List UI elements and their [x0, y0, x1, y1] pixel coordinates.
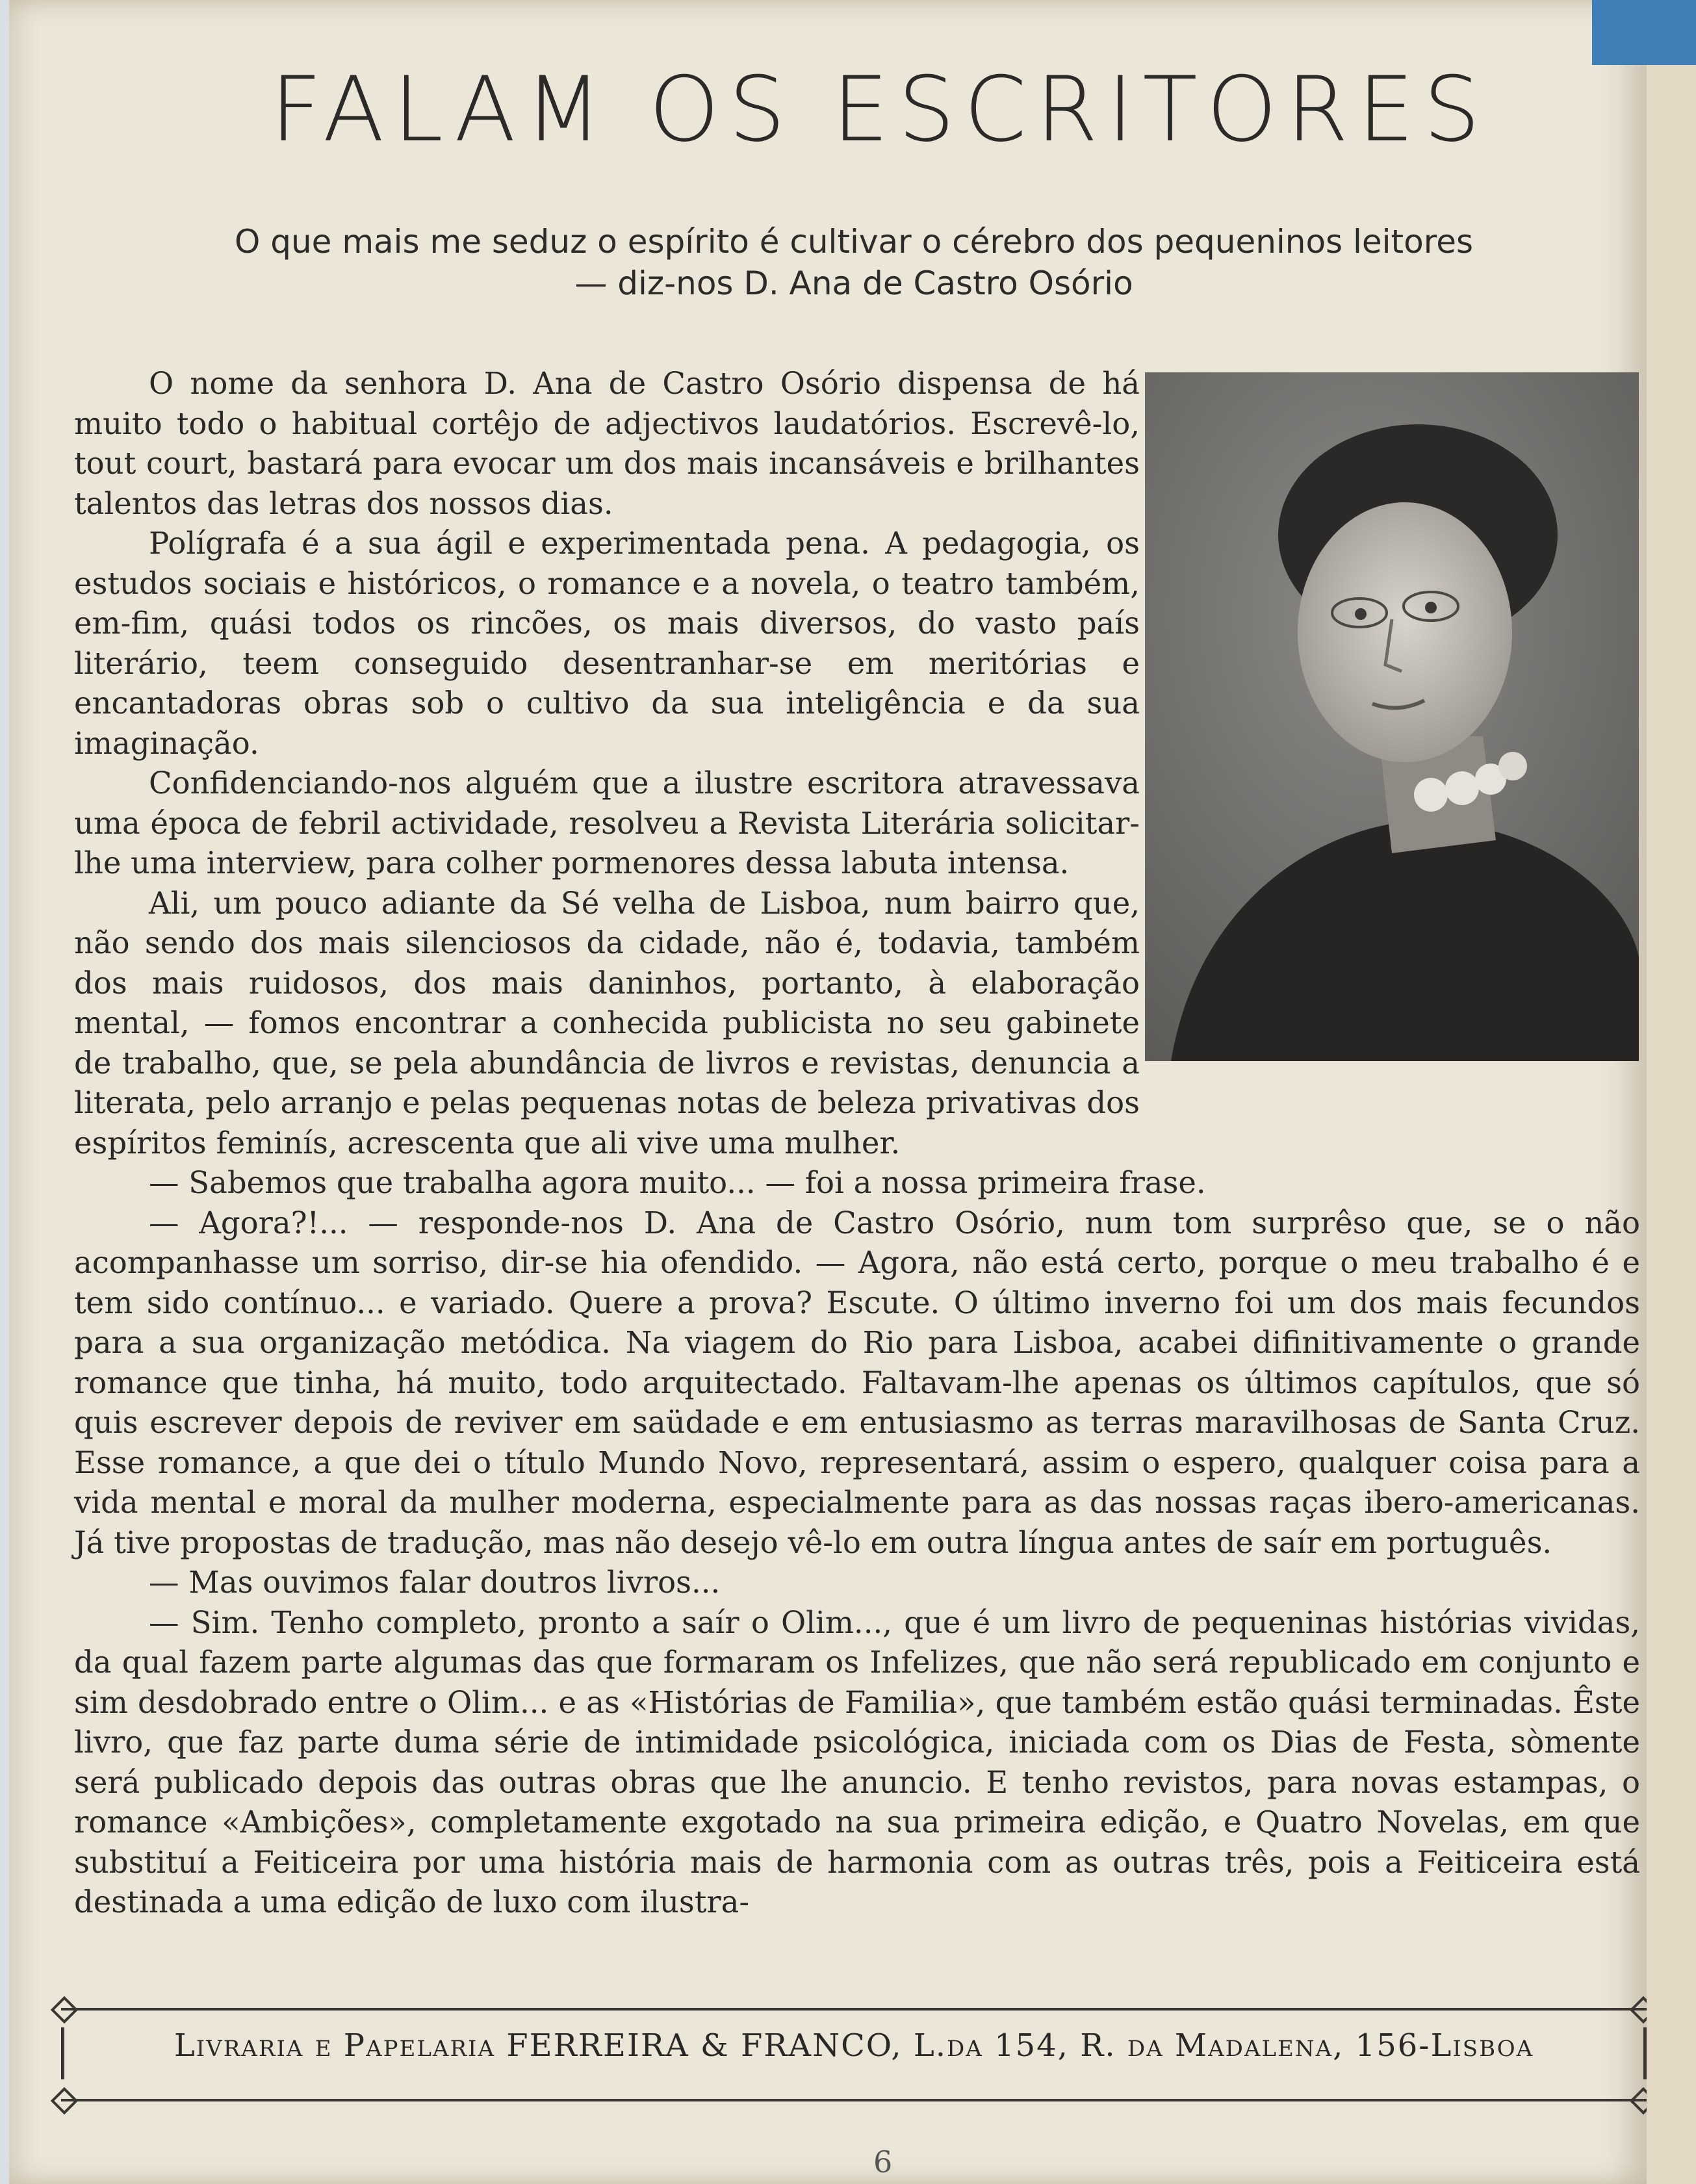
page-subtitle	[139, 221, 1569, 304]
publisher-imprint: Livraria e Papelaria FERREIRA & FRANCO, L.da 154, R. da Madalena, 156-Lisboa	[173, 2027, 1534, 2064]
subtitle-line-2: — diz-nos D. Ana de Castro Osório	[574, 264, 1133, 302]
photo-spacer	[1159, 364, 1640, 1134]
paragraph: O nome da senhora D. Ana de Castro Osório dispensa de há muito todo o habitual cortêjo de adjectivos laudatórios. Escrevê-lo, tout court, bastará para evocar um dos mais incansáveis e brilhantes talentos das letras dos nossos dias.	[74, 366, 1140, 521]
page-number: 6	[873, 2144, 893, 2179]
subtitle-line-1: O que mais me seduz o espírito é cultivar o cérebro dos pequeninos leitores	[234, 223, 1474, 261]
ornament-icon	[51, 1996, 78, 2023]
dialogue-line: — Agora?!... — responde-nos D. Ana de Castro Osório, num tom surprêso que, se o não acompanhasse um sorriso, dir-se hia ofendido. — Agora, não está certo, porque o meu trabalho é e tem sido contínuo... e variado. Quere a prova? Escute. O último inverno foi um dos mais fecundos para a sua organização metódica. Na viagem do Rio para Lisboa, acabei difinitivamente o grande romance que tinha, há muito, todo arquitectado. Faltavam-lhe apenas os últimos capítulos, que só quis escrever depois de reviver em saüdade e em entusiasmo as terras maravilhosas de Santa Cruz. Esse romance, a que dei o título Mundo Novo, representará, assim o espero, qualquer coisa para a vida mental e moral da mulher moderna, especialmente para as das nossas raças ibero-americanas. Já tive propostas de tradução, mas não desejo vê-lo em outra língua antes de saír em português.	[74, 1205, 1640, 1560]
adjacent-page-edge	[1647, 39, 1696, 2184]
page-title: FALAM OS ESCRITORES	[270, 57, 1489, 162]
dialogue-line: — Sim. Tenho completo, pronto a saír o Olim..., que é um livro de pequeninas histórias vividas, da qual fazem parte algumas das que formaram os Infelizes, que não será republicado em conjunto e sim desdobrado entre o Olim... e as «Histórias de Familia», que também estão quási terminadas. Êste livro, que faz parte duma série de intimidade psicológica, iniciada com os Dias de Festa, sòmente será publicado depois das outras obras que lhe anuncio. E tenho revistos, para novas estampas, o romance «Ambições», completamente exgotado na sua primeira edição, e Quatro Novelas, em que substituí a Feiticeira por uma história mais de harmonia com as outras três, pois a Feiticeira está destinada a uma edição de luxo com ilustra-	[74, 1604, 1640, 1920]
dialogue-line: — Mas ouvimos falar doutros livros...	[149, 1565, 721, 1600]
footer-bottom-rule	[61, 2099, 1647, 2101]
background-tab	[1592, 0, 1696, 65]
footer-top-rule	[61, 2008, 1647, 2011]
article-body	[74, 364, 1640, 1923]
publisher-footer	[61, 2001, 1647, 2105]
paragraph: Ali, um pouco adiante da Sé velha de Lisboa, num bairro que, não sendo dos mais silenciosos da cidade, não é, todavia, também dos mais ruidosos, dos mais daninhos, portanto, à elaboração mental, — fomos encontrar a conhecida publicista no seu gabinete de trabalho, que, se pela abundância de livros e revistas, denuncia a literata, pelo arranjo e pelas pequenas notas de beleza privativas dos espíritos feminís, acrescenta que ali vive uma mulher.	[74, 885, 1140, 1161]
paragraph: Polígrafa é a sua ágil e experimentada pena. A pedagogia, os estudos sociais e históricos, o romance e a novela, o teatro também, em-fim, quási todos os rincões, os mais diversos, do vasto país literário, teem conseguido desentranhar-se em meritórias e encantadoras obras sob o cultivo da sua inteligência e da sua imaginação.	[74, 526, 1140, 761]
ornament-icon	[1630, 2087, 1647, 2114]
ornament-icon	[51, 2087, 78, 2114]
paragraph: Confidenciando-nos alguém que a ilustre escritora atravessava uma época de febril actividade, resolveu a Revista Literária solicitar-lhe uma interview, para colher pormenores dessa labuta intensa.	[74, 765, 1140, 880]
dialogue-line: — Sabemos que trabalha agora muito... — foi a nossa primeira frase.	[149, 1165, 1206, 1200]
ornament-icon	[1630, 1996, 1647, 2023]
book-page	[9, 0, 1647, 2184]
